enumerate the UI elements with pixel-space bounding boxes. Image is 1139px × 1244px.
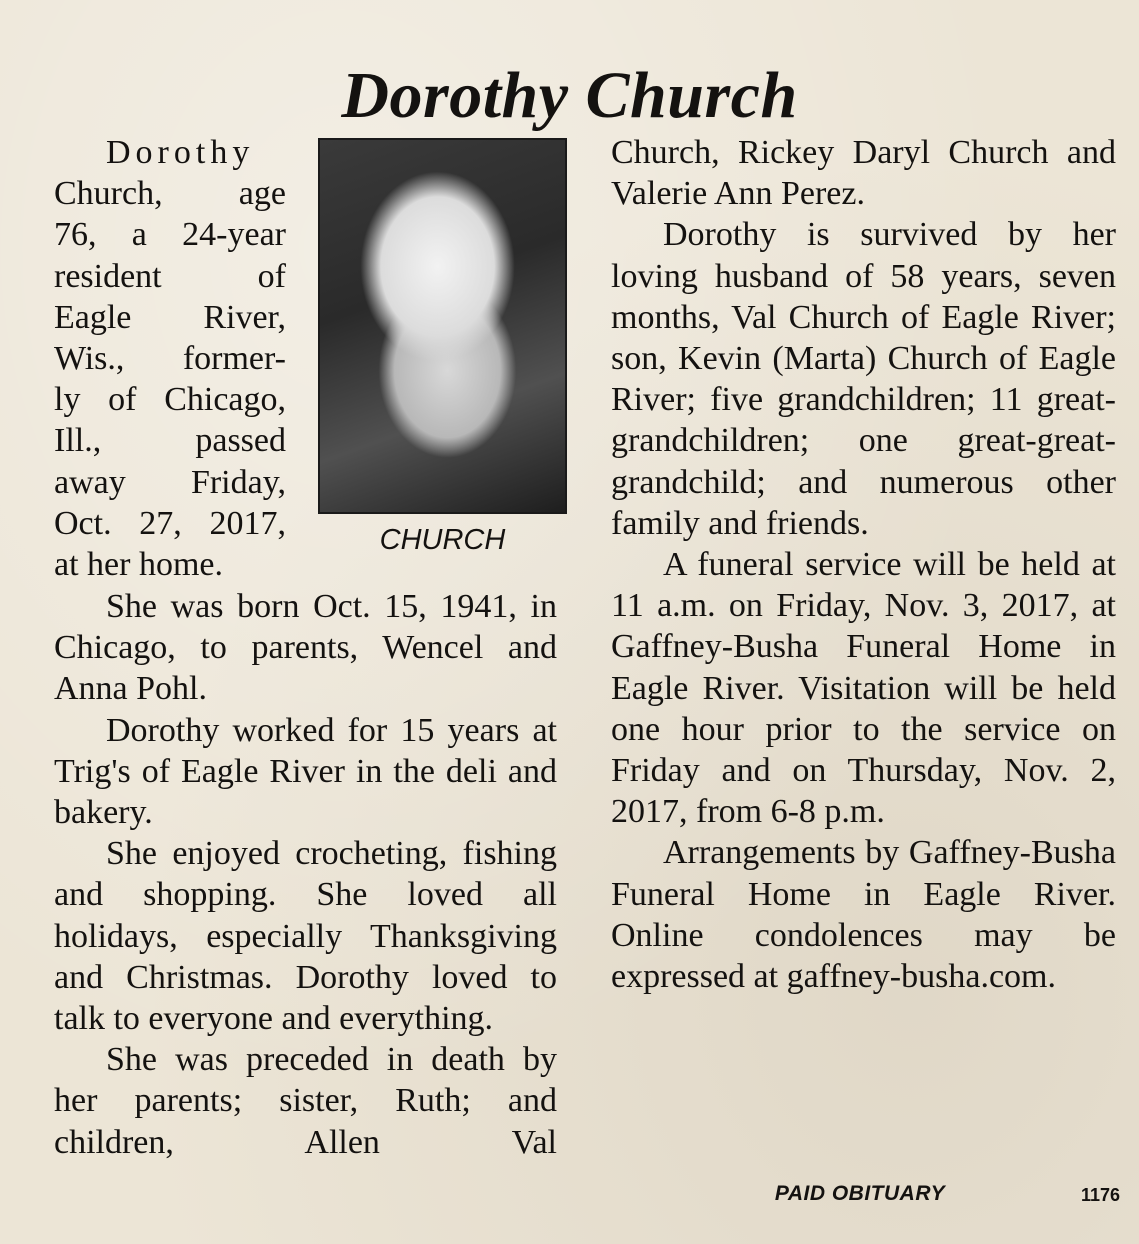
clipping-number: 1176 xyxy=(1080,1185,1120,1205)
opening-line: Dorothy xyxy=(106,134,255,171)
opening-line: away Friday, xyxy=(54,463,286,501)
paragraph-survived: Dorothy is survived by her loving husband of 58 years, seven months, Val Church of Eagle River; son, Kevin (Marta) Church of Eagle River; five grandchildren; 11 great-grandchildren; one great-great-grandchild; and numerous other family and friends. xyxy=(611,216,1116,542)
opening-line: Wis., former- xyxy=(54,340,286,378)
opening-line: ly of Chicago, xyxy=(54,381,286,419)
opening-paragraph xyxy=(54,132,286,585)
opening-line: Oct. 27, 2017, xyxy=(54,504,286,542)
opening-line: 76, a 24-year xyxy=(54,216,286,254)
paragraph-birth: She was born Oct. 15, 1941, in Chicago, to parents, Wencel and Anna Pohl. xyxy=(54,588,557,708)
opening-line: Church, age xyxy=(54,175,286,213)
paragraph-service: A funeral service will be held at 11 a.m. on Friday, Nov. 3, 2017, at Gaffney-Busha Funeral Home in Eagle River. Visitation will be held one hour prior to the service on Friday and on Thursday, Nov. 2, 2017, from 6-8 p.m. xyxy=(611,546,1116,831)
opening-line: at her home. xyxy=(54,546,223,584)
opening-line: resident of xyxy=(54,257,286,295)
obituary-title: Dorothy Church xyxy=(341,59,798,133)
left-column xyxy=(54,586,557,1163)
paragraph-arrangements: Arrangements by Gaffney-Busha Funeral Home in Eagle River. Online condolences may be expressed at gaffney-busha.com. xyxy=(611,834,1116,996)
right-column xyxy=(611,132,1116,997)
paragraph-work: Dorothy worked for 15 years at Trig's of Eagle River in the deli and bakery. xyxy=(54,711,557,832)
paid-obituary-label: PAID OBITUARY xyxy=(774,1182,946,1205)
paragraph-hobbies: She enjoyed crocheting, fishing and shopping. She loved all holidays, especially Thanksgiving and Christmas. Dorothy loved to talk to everyone and everything. xyxy=(54,835,557,1038)
paragraph-preceded-continued: Church, Rickey Daryl Church and Valerie Ann Perez. xyxy=(611,134,1116,213)
portrait-photo xyxy=(318,138,567,514)
opening-line: Ill., passed xyxy=(54,422,286,460)
photo-caption: CHURCH xyxy=(379,524,506,556)
opening-line: Eagle River, xyxy=(54,298,286,336)
paragraph-preceded: She was preceded in death by her parents; sister, Ruth; and children, Allen Val xyxy=(54,1041,557,1161)
